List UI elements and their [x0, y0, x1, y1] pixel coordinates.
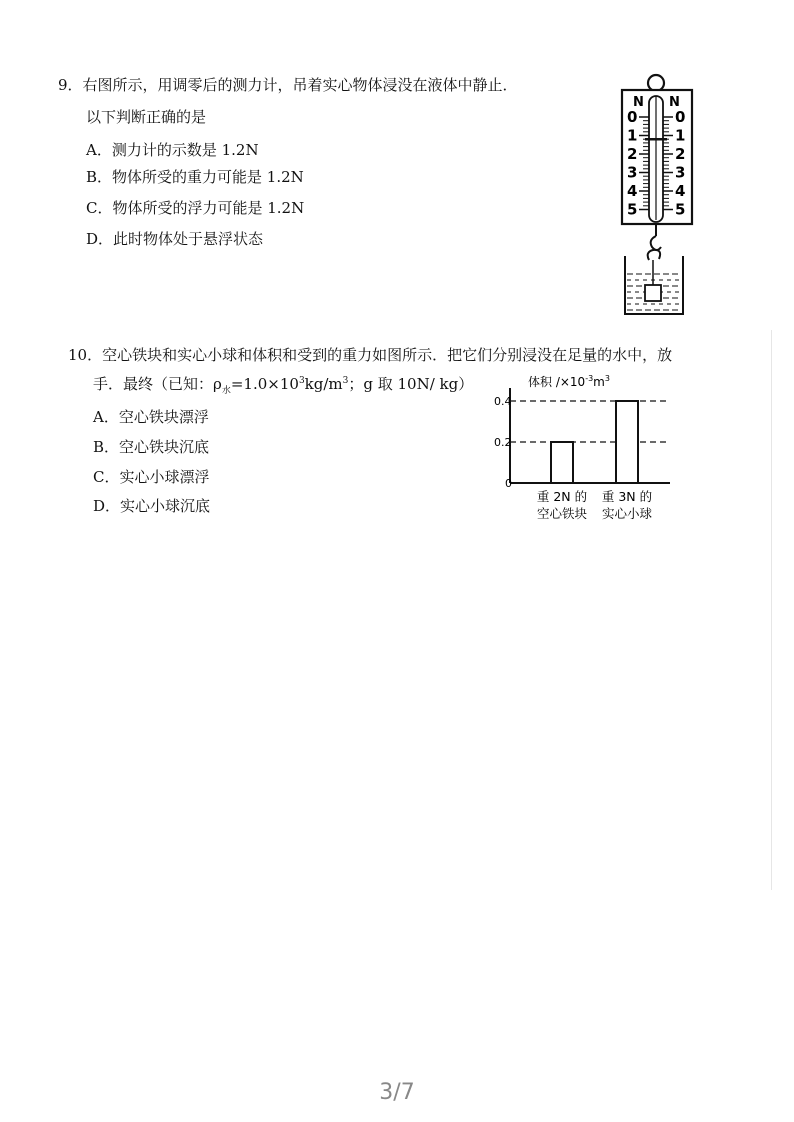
q10-option-d: D．实心小球沉底	[93, 497, 211, 515]
gauge-tick-right-1: 1	[675, 126, 686, 145]
gauge-right-unit: N	[669, 95, 680, 110]
volume-bar-chart	[490, 373, 690, 528]
page-edge	[771, 330, 772, 890]
bar-1	[551, 442, 573, 483]
category-label: 实心小球	[601, 506, 653, 521]
gauge-tick-left-3: 3	[627, 163, 638, 182]
submerged-object	[645, 285, 661, 301]
bar-2	[616, 401, 638, 483]
category-label: 重 2N 的	[536, 489, 588, 504]
scale-ring	[648, 75, 664, 91]
gauge-tick-right-4: 4	[675, 182, 686, 200]
gauge-tick-left-0: 0	[627, 108, 638, 126]
y-tick-label: 0.4	[494, 395, 512, 408]
q9-option-a: A．测力计的示数是 1.2N	[86, 141, 259, 159]
gauge-tick-right-3: 3	[675, 163, 686, 182]
gauge-tick-right-2: 2	[675, 145, 686, 163]
q10-option-c: C．实心小球漂浮	[93, 468, 210, 486]
spring-scale-figure	[605, 70, 715, 318]
hook-icon	[651, 236, 661, 250]
gauge-left-unit: N	[633, 95, 644, 110]
q9-option-c: C．物体所受的浮力可能是 1.2N	[86, 199, 305, 217]
q9-option-d: D．此时物体处于悬浮状态	[86, 230, 264, 248]
gauge-tick-right-0: 0	[675, 108, 686, 126]
gauge-tick-left-1: 1	[627, 126, 638, 145]
page-number: 3/7	[379, 1080, 415, 1105]
gauge-tick-right-5: 5	[675, 200, 686, 219]
q9-stem-line2: 以下判断正确的是	[86, 108, 207, 126]
chart-ylabel: 体积 $/\times 10^{-3}m^3$	[528, 374, 610, 389]
gauge-tick-left-4: 4	[627, 182, 638, 200]
q10-stem: 10．空心铁块和实心小球和体积和受到的重力如图所示．把它们分别浸没在足量的水中，放	[68, 346, 673, 364]
y-tick-label: 0	[505, 477, 512, 490]
gauge-tick-left-2: 2	[627, 145, 638, 163]
gauge-tick-left-5: 5	[627, 200, 638, 219]
q10-option-a: A．空心铁块漂浮	[93, 408, 209, 426]
category-label: 重 3N 的	[601, 489, 653, 504]
rho-subscript: 水	[221, 386, 231, 396]
q9-option-b: B．物体所受的重力可能是 1.2N	[86, 168, 304, 186]
category-label: 空心铁块	[536, 506, 588, 521]
q10-option-b: B．空心铁块沉底	[93, 438, 210, 456]
q9-stem: 9．右图所示，用调零后的测力计，吊着实心物体浸没在液体中静止．	[58, 76, 518, 94]
q10-stem-line2: 手．最终（已知：$\rho_水=1.0\times 10^3kg/m^3$；g 取 10N/ kg）	[93, 375, 474, 396]
y-tick-label: 0.2	[494, 436, 512, 449]
